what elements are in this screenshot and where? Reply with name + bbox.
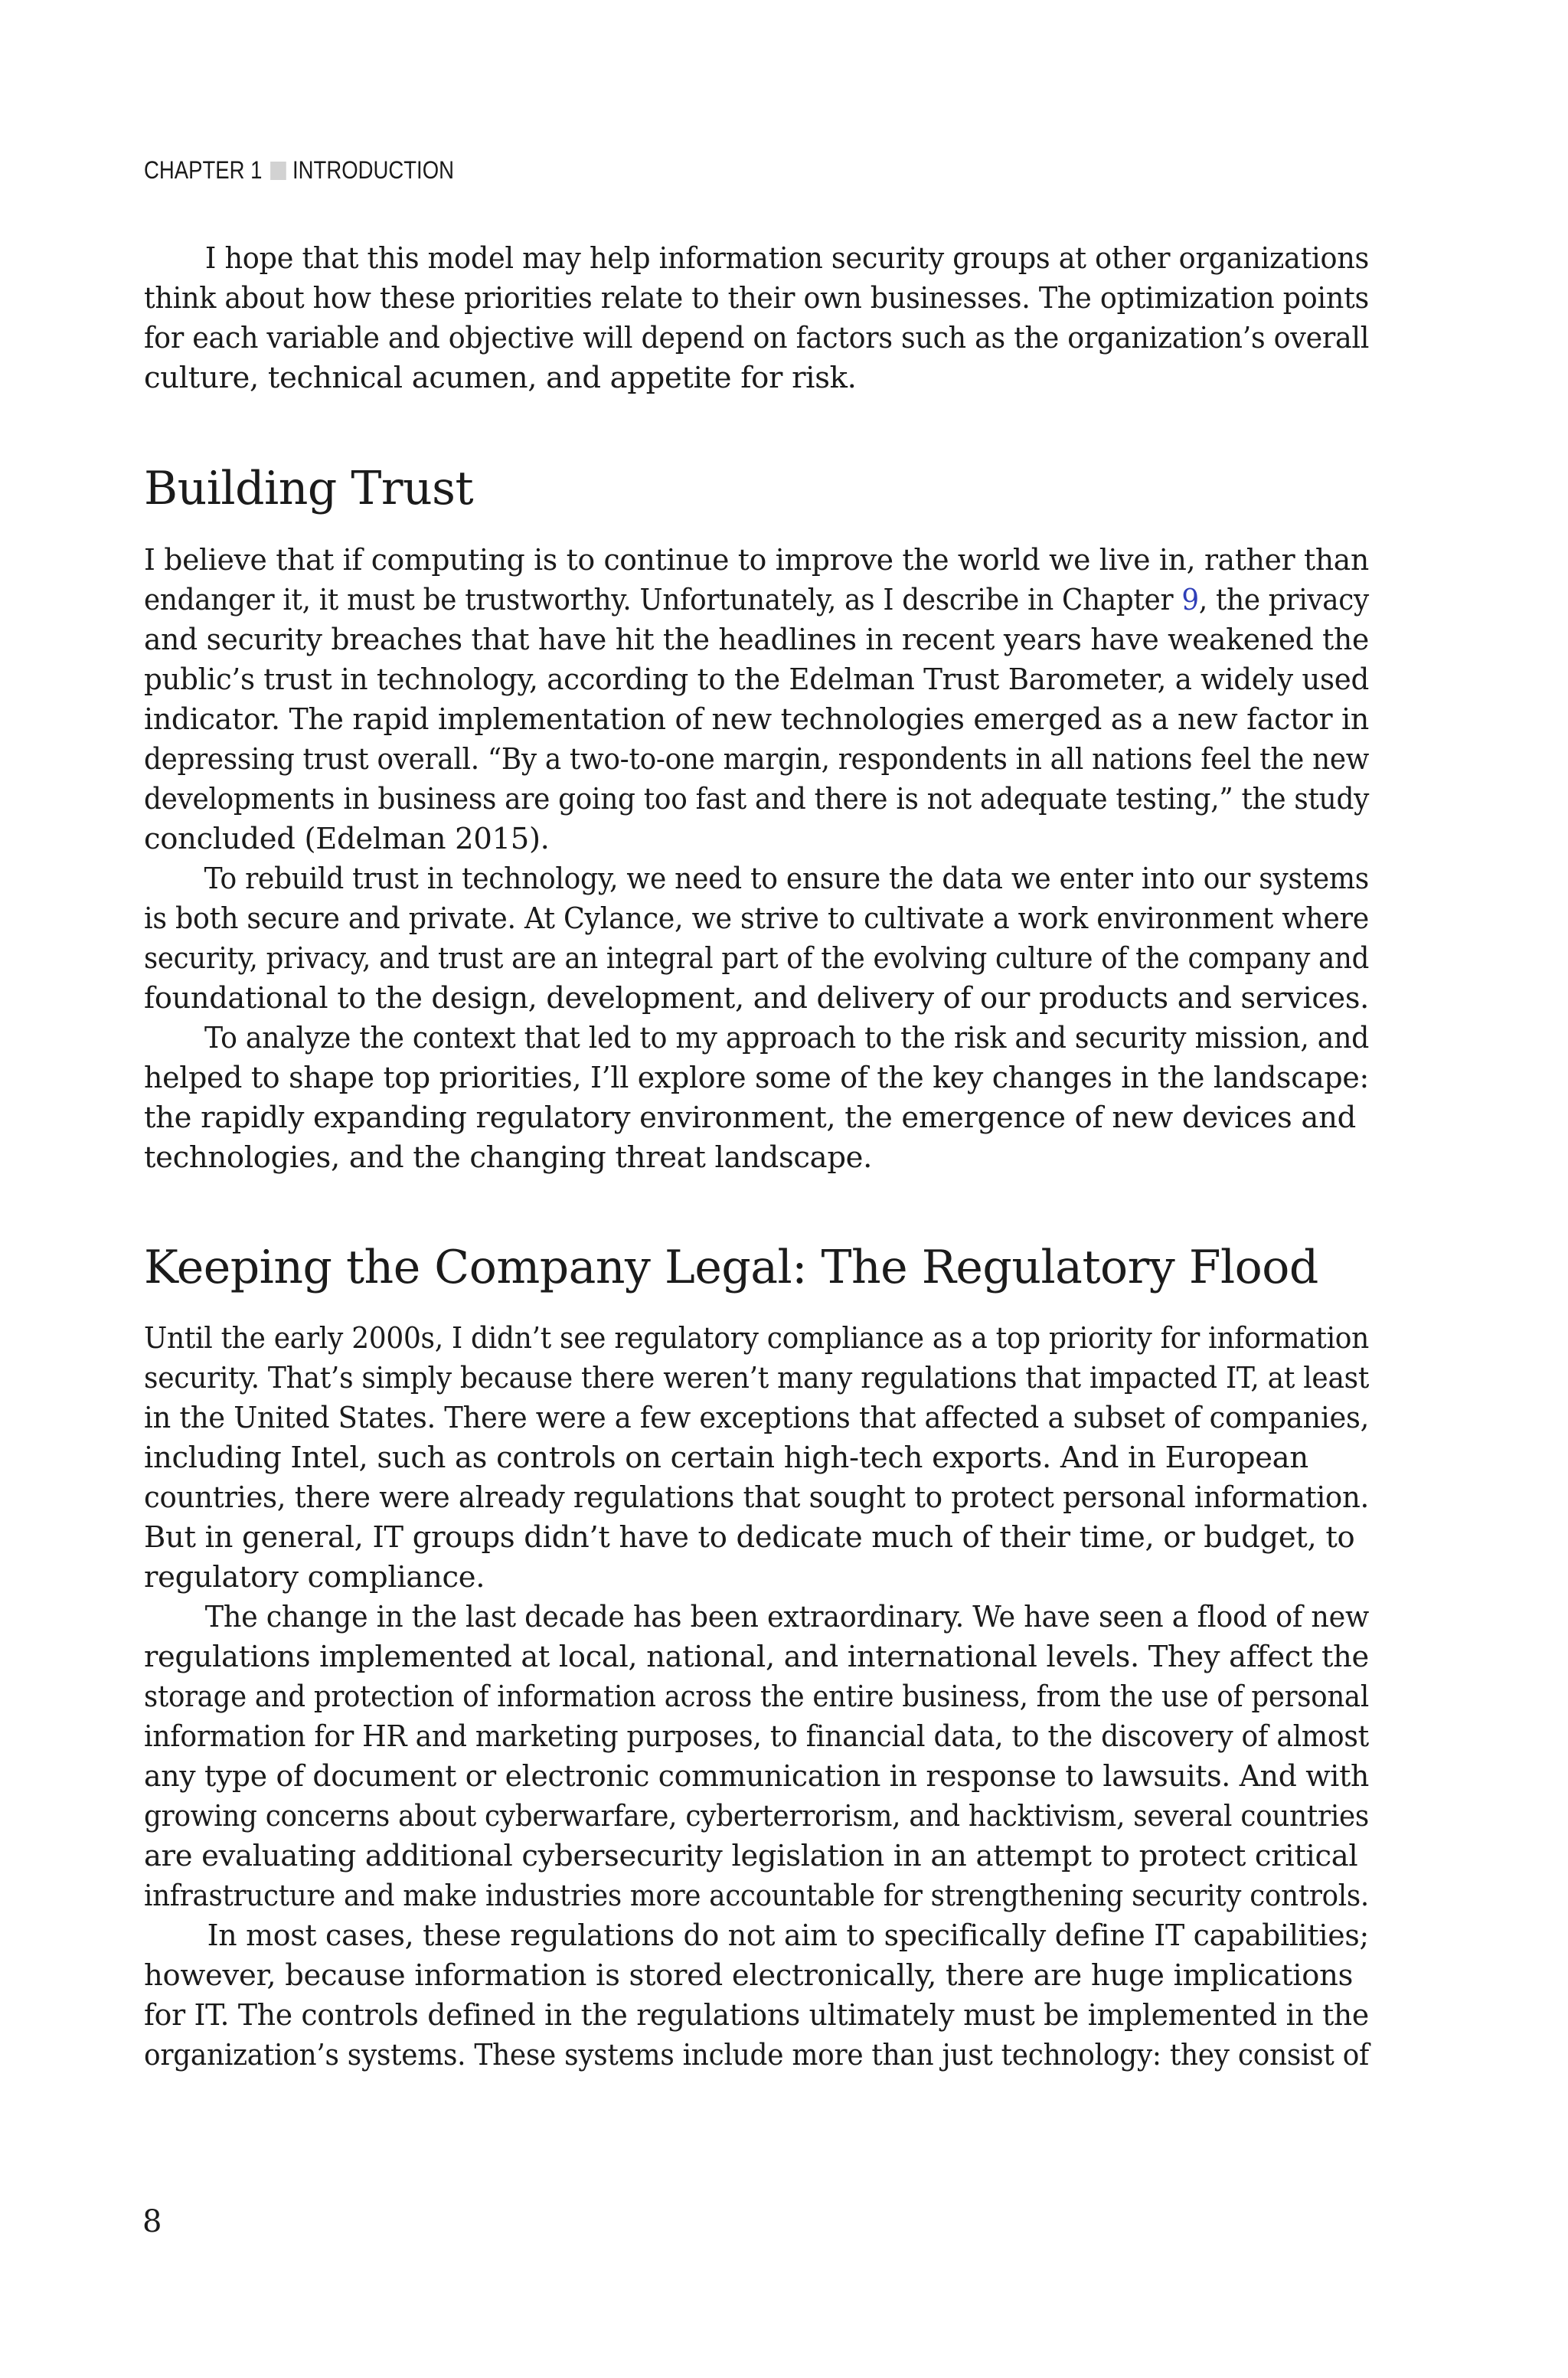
text-line: helped to shape top priorities, I’ll explore some of the key changes in the landscape: <box>144 1061 1369 1095</box>
building-trust-paragraph-1 <box>144 541 1369 859</box>
text-line: But in general, IT groups didn’t have to dedicate much of their time, or budget, to <box>144 1520 1355 1555</box>
text-line <box>144 581 1369 620</box>
text-line: any type of document or electronic communication in response to lawsuits. And with <box>144 1759 1369 1794</box>
text-line: regulations implemented at local, national, and international levels. They affect the <box>144 1640 1369 1674</box>
building-trust-paragraph-3 <box>144 1019 1369 1178</box>
running-head-separator <box>270 162 286 180</box>
text-line: culture, technical acumen, and appetite for risk. <box>144 361 857 395</box>
text-line: information for HR and marketing purposes, to financial data, to the discovery of almost <box>144 1719 1369 1754</box>
text-line: public’s trust in technology, according to the Edelman Trust Barometer, a widely used <box>144 662 1370 697</box>
text-line: in the United States. There were a few exceptions that affected a subset of companies, <box>144 1401 1370 1435</box>
building-trust-block <box>144 541 1369 1178</box>
text-line: I hope that this model may help information security groups at other organizations <box>204 241 1370 276</box>
chapter-reference-link[interactable]: 9 <box>1181 583 1199 617</box>
text-line: however, because information is stored electronically, there are huge implications <box>144 1958 1354 1993</box>
section-heading-regulatory: Keeping the Company Legal: The Regulatory Flood <box>144 1241 1318 1294</box>
page-number: 8 <box>142 2204 162 2239</box>
text-line: including Intel, such as controls on certain high-tech exports. And in European <box>144 1441 1308 1475</box>
text-line: depressing trust overall. “By a two-to-one margin, respondents in all nations feel the new <box>144 742 1370 777</box>
regulatory-paragraph-1 <box>144 1319 1369 1598</box>
running-head-chapter: CHAPTER 1 <box>144 156 263 184</box>
text-line: growing concerns about cyberwarfare, cyberterrorism, and hacktivism, several countries <box>144 1799 1370 1833</box>
text-line: technologies, and the changing threat landscape. <box>144 1140 873 1175</box>
text-line: developments in business are going too fast and there is not adequate testing,” the study <box>144 782 1370 816</box>
running-head <box>144 156 454 185</box>
text-line: foundational to the design, development, and delivery of our products and services. <box>144 981 1370 1016</box>
regulatory-paragraph-3 <box>144 1916 1369 2075</box>
text-line: for each variable and objective will depend on factors such as the organization’s overall <box>144 321 1370 355</box>
text-line: To analyze the context that led to my approach to the risk and security mission, and <box>204 1021 1370 1055</box>
text-line: security, privacy, and trust are an integral part of the evolving culture of the company and <box>144 941 1370 976</box>
intro-block <box>144 239 1369 398</box>
text-line: are evaluating additional cybersecurity legislation in an attempt to protect critical <box>144 1839 1358 1873</box>
text-line: regulatory compliance. <box>144 1560 485 1595</box>
text-line: The change in the last decade has been extraordinary. We have seen a flood of new <box>204 1600 1369 1634</box>
text-fragment: endanger it, it must be trustworthy. Unfortunately, as I describe in Chapter <box>144 583 1182 617</box>
text-line: and security breaches that have hit the headlines in recent years have weakened the <box>144 623 1369 657</box>
text-line: countries, there were already regulations that sought to protect personal information. <box>144 1480 1370 1515</box>
building-trust-paragraph-2 <box>144 859 1369 1019</box>
text-line: think about how these priorities relate to their own businesses. The optimization points <box>144 281 1369 316</box>
text-line: the rapidly expanding regulatory environment, the emergence of new devices and <box>144 1101 1356 1135</box>
running-head-title: INTRODUCTION <box>292 156 454 184</box>
text-line: To rebuild trust in technology, we need to ensure the data we enter into our systems <box>204 862 1369 896</box>
text-fragment: , the privacy <box>1198 583 1369 617</box>
text-line: indicator. The rapid implementation of new technologies emerged as a new factor in <box>144 702 1370 737</box>
text-line: I believe that if computing is to continue to improve the world we live in, rather than <box>144 543 1369 577</box>
text-line: is both secure and private. At Cylance, we strive to cultivate a work environment where <box>144 901 1370 936</box>
text-line: organization’s systems. These systems include more than just technology: they consist of <box>144 2038 1370 2072</box>
text-line: storage and protection of information across the entire business, from the use of personal <box>144 1680 1369 1714</box>
text-line: Until the early 2000s, I didn’t see regulatory compliance as a top priority for information <box>144 1321 1370 1356</box>
text-line: security. That’s simply because there weren’t many regulations that impacted IT, at least <box>144 1361 1370 1395</box>
section-heading-building-trust: Building Trust <box>144 462 474 515</box>
regulatory-paragraph-2 <box>144 1598 1369 1916</box>
text-line: infrastructure and make industries more accountable for strengthening security controls. <box>144 1879 1369 1913</box>
regulatory-block <box>144 1319 1369 2075</box>
text-line: In most cases, these regulations do not aim to specifically define IT capabilities; <box>207 1918 1369 1953</box>
text-line: concluded (Edelman 2015). <box>144 822 550 856</box>
text-line: for IT. The controls defined in the regulations ultimately must be implemented in the <box>144 1998 1369 2033</box>
intro-paragraph <box>144 239 1369 398</box>
